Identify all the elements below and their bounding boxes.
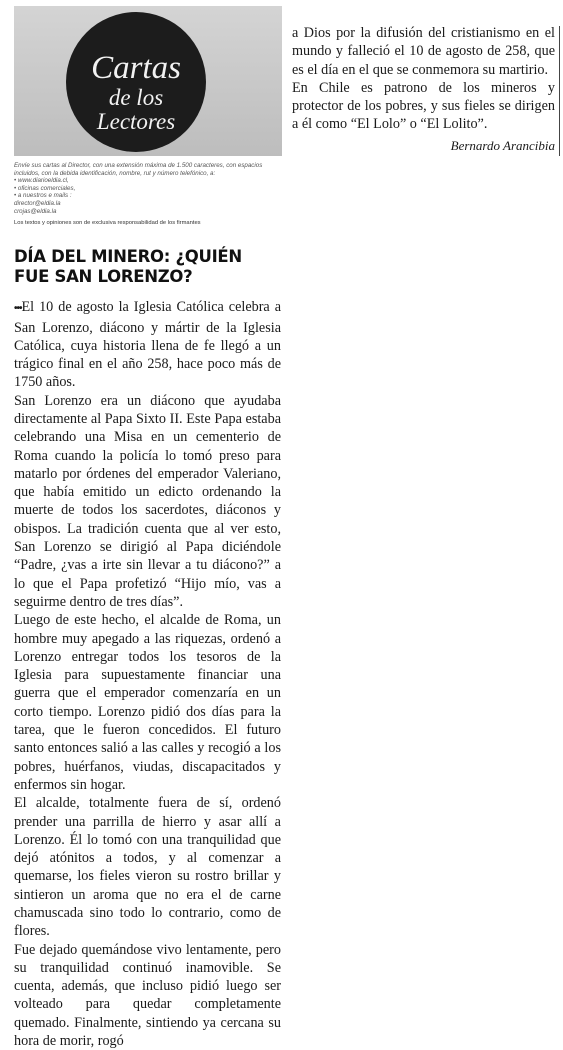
article-paragraph: Fue dejado quemándose vivo lentamente, pero su tranquilidad continuó inamovible. Se cuenta, además, que incluso pidió luego ser volteado para quedar completamente quemado. Finalmente, sintiendo ya cercana su hora de morir, rogó <box>14 941 281 1050</box>
logo-line-2: de los <box>108 85 164 110</box>
contact-email-director[interactable]: director@eldia.la <box>14 199 61 207</box>
contact-offices: • oficinas comerciales, <box>14 184 76 192</box>
article-headline: DÍA DEL MINERO: ¿QUIÉN FUE SAN LORENZO? <box>14 247 242 287</box>
section-logo <box>66 12 206 152</box>
article-body <box>14 298 281 1050</box>
author-signature: Bernardo Arancibia <box>450 137 555 153</box>
article-paragraph: En Chile es patrono de los mineros y protector de los pobres, y sus fieles se dirigen a él como “El Lolo” o “El Lolito”. <box>292 79 555 133</box>
logo-line-1: Cartas <box>91 50 181 86</box>
right-column <box>292 24 555 155</box>
contact-emails-label: • a nuestros e mails : <box>14 192 72 200</box>
article-paragraph: El alcalde, totalmente fuera de sí, ordenó prender una parrilla de hierro y asar allí a Lorenzo. Él lo tomó con una tranquilidad que dejó atónitos a todos, y al comenzar a quemarse, los fieles vieron su rostro brillar y sintieron un aroma que no era el de carne chamuscada sino todo lo contrario, como de flores. <box>14 795 281 940</box>
disclaimer: Los textos y opiniones son de exclusiva responsabilidad de los firmantes <box>14 220 201 227</box>
article-paragraph: San Lorenzo era un diácono que ayudaba directamente al Papa Sixto II. Este Papa estaba celebrando una Misa en un cementerio de Roma cuando la policía lo tomó preso para matarlo por órdenes del emperador Valeriano, que había emitido un edicto ordenando la muerte de todos los sacerdotes, diáconos y obispos. La tradición cuenta que al ver esto, San Lorenzo se dirigió al Papa diciéndole “Padre, ¿vas a irte sin llevar a tu diácono?” a lo que el Papa profetizó “Hijo mío, vas a seguirme dentro de tres días”. <box>14 392 281 610</box>
article-paragraph: •••El 10 de agosto la Iglesia Católica celebra a San Lorenzo, diácono y mártir de la Iglesia Católica, cuya historia llena de fe llegó a un trágico final en el año 258, hace poco más de 1750 años. <box>14 299 281 391</box>
contact-email-crojas[interactable]: crojas@eldia.la <box>14 207 57 215</box>
masthead <box>14 6 282 156</box>
article-continuation <box>292 24 555 134</box>
column-divider <box>559 26 560 156</box>
contact-website[interactable]: • www.diarioeldia.cl, <box>14 177 69 185</box>
logo-line-3: Lectores <box>96 109 176 134</box>
article-paragraph: a Dios por la difusión del cristianismo en el mundo y falleció el 10 de agosto de 258, que es el día en el que se conmemora su martirio. <box>292 25 555 78</box>
left-column <box>14 0 281 1050</box>
article-paragraph: Luego de este hecho, el alcalde de Roma, un hombre muy apegado a las riquezas, ordenó a Lorenzo entregar todos los tesoros de la Iglesia para supuestamente financiar una guerra que el emperador comenzaría en un corto tiempo. Lorenzo pidió dos días para la tarea, que le fueron concedidos. El futuro santo entonces salió a las calles y recogió a los pobres, huérfanos, viudas, discapacitados y enfermos sin hogar. <box>14 612 281 793</box>
lead-marker: ••• <box>14 303 22 315</box>
submission-instructions: Envíe sus cartas al Director, con una extensión máxima de 1.500 caracteres, con espacios incluidos, con la debida identificación, nombre, rut y número telefónico, a: <box>14 162 263 177</box>
submission-info <box>14 162 281 215</box>
